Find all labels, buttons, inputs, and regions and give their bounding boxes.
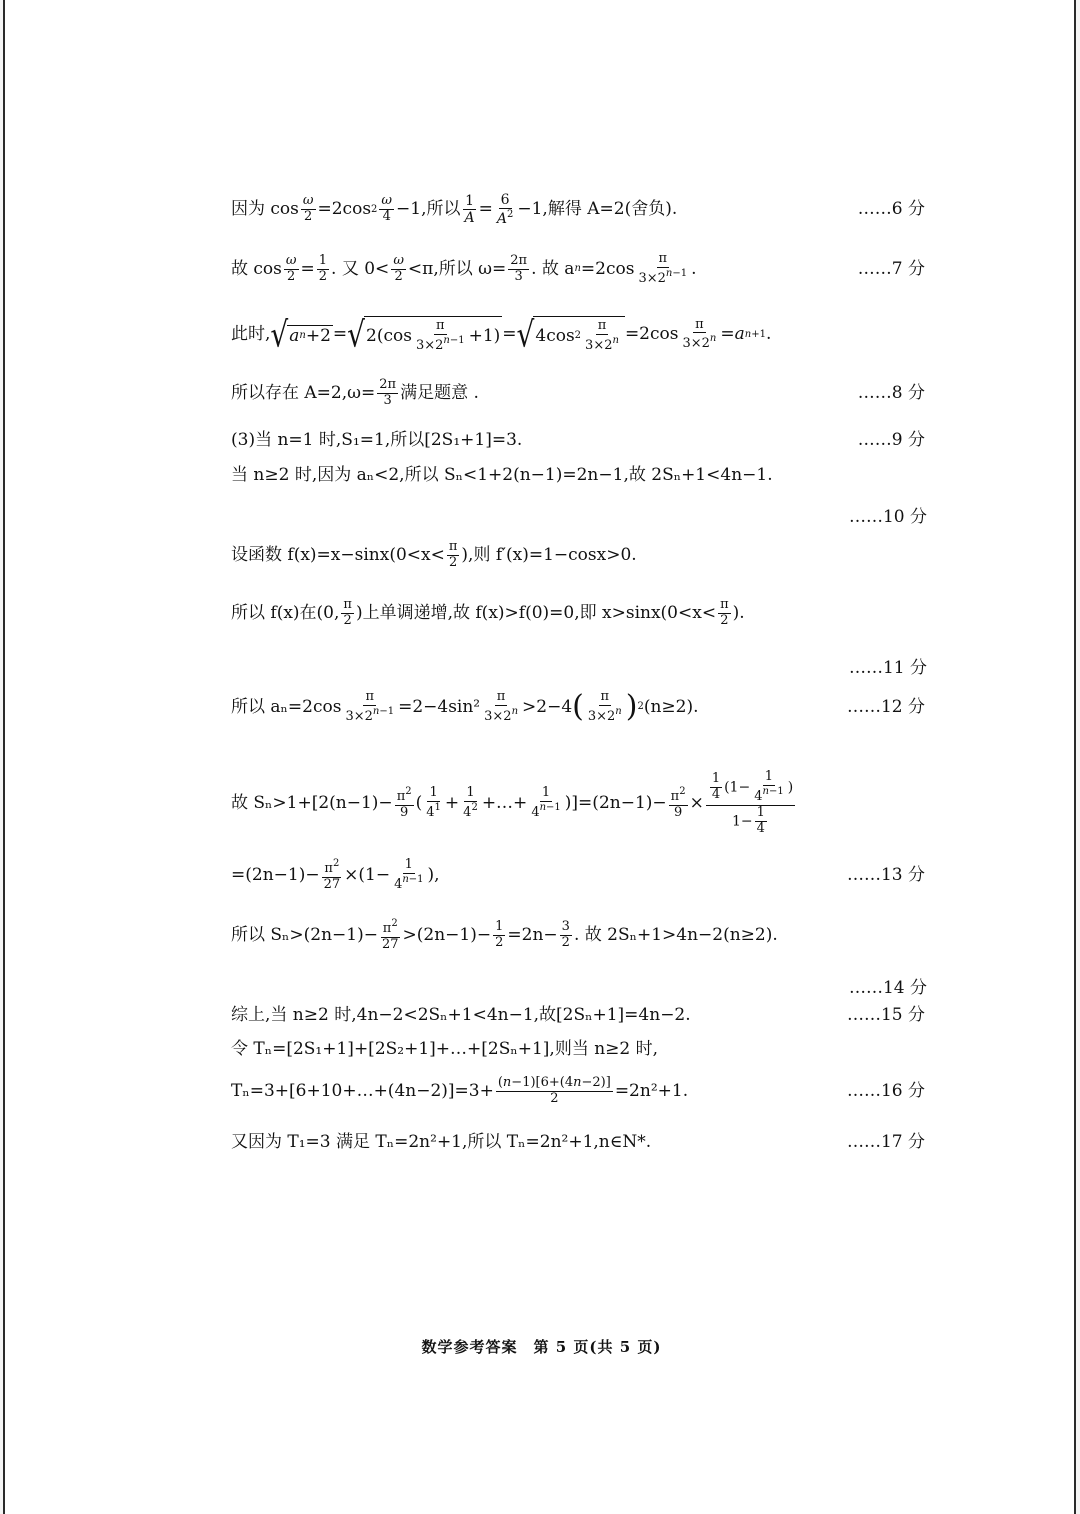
page-footer: 数学参考答案 第 5 页(共 5 页) <box>421 1338 662 1356</box>
line-11 <box>231 858 927 893</box>
fraction: $\frac{1}{4^2}$ <box>463 784 478 820</box>
score-label: ……9 分 <box>857 430 925 450</box>
line-8 <box>231 598 927 629</box>
fraction: $\frac{1}{4^{n-1}}$ <box>394 857 424 892</box>
text: =2n²+1. <box>614 1080 689 1101</box>
text: ),则 f′(x)=1−cosx>0. <box>461 544 637 565</box>
fraction: $\frac{2\pi}{3}$ <box>510 253 528 284</box>
text: 所以 f(x)在(0, <box>231 602 340 623</box>
text: (n≥2). <box>643 696 699 717</box>
fraction: $\frac{\pi}{3\times 2^{n-1}}$ <box>638 251 688 286</box>
fraction: $\frac{\omega}{2}$ <box>285 253 297 284</box>
text: =2n− <box>507 924 558 945</box>
line-3: 此时, √ a n +2 = √ 2(cos $\frac{\pi}{3\times 2^{n-1}}$ +1) = √ 4cos 2 $\frac{\pi}{3\times 2^n}$ =2cos $\frac{\pi}{3\times 2^n}$ = a n+1 . <box>231 313 772 355</box>
score-label: ……6 分 <box>857 199 925 220</box>
score-label: ……7 分 <box>857 258 925 279</box>
fraction: $\frac{\pi}{3\times 2^n}$ <box>682 316 717 352</box>
text: 所以 Sₙ>(2n−1)− <box>231 924 378 945</box>
text: −1,解得 A=2(舍负). <box>517 199 678 220</box>
fraction: $\frac{\pi}{2}$ <box>720 597 729 628</box>
text: 所以存在 A=2,ω= <box>231 382 376 403</box>
text: 满足题意 . <box>400 382 479 403</box>
line-4 <box>231 378 927 409</box>
line-14 <box>231 1041 927 1058</box>
text: =2cos <box>580 258 635 279</box>
text: ×(1− <box>344 864 391 885</box>
fraction: $\frac{\pi}{3\times 2^n}$ <box>484 689 519 724</box>
line-2: 故 cos $\frac{\omega}{2}$ = $\frac{1}{2}$ . 又 0< $\frac{\omega}{2}$ <π,所以 ω= $\frac{2\pi}{3}$ . 故 a n =2cos $\frac{\pi}{3\times 2^{n-1}}$ . ……7 分 <box>231 251 925 286</box>
text: 故 Sₙ>1+[2(n−1)− <box>231 792 393 813</box>
text: )上单调递增,故 f(x)>f(0)=0,即 x>sinx(0<x< <box>355 602 717 623</box>
score-label: ……12 分 <box>846 696 925 717</box>
text: ). <box>732 602 745 623</box>
fraction: $\frac{1}{2}$ <box>318 253 328 284</box>
fraction: $\frac{\omega}{2}$ <box>393 253 404 284</box>
text: 因为 cos <box>231 199 299 220</box>
text: . 又 0< <box>331 258 390 279</box>
fraction: $\frac{\pi^2}{9}$ <box>670 785 686 820</box>
line-13 <box>231 1007 927 1024</box>
fraction: $\frac{1}{A}$ <box>464 193 475 227</box>
text: <π,所以 ω= <box>407 258 507 279</box>
text: =2−4sin² <box>398 696 481 717</box>
fraction: $\frac{1}{4^1}$ <box>426 784 441 820</box>
score-label: ……13 分 <box>846 864 925 885</box>
text: (3)当 n=1 时,S₁=1,所以[2S₁+1]=3. <box>231 430 523 450</box>
line-7 <box>231 540 927 571</box>
line-5 <box>231 432 927 449</box>
fraction: $\frac{\pi}{3\times 2^{n-1}}$ <box>345 689 395 724</box>
text: >(2n−1)− <box>402 924 492 945</box>
text: 综上,当 n≥2 时,4n−2<2Sₙ+1<4n−1,故[2Sₙ+1]=4n−2. <box>231 1005 691 1025</box>
text: =2cos <box>624 324 679 345</box>
score-label: ……8 分 <box>857 382 925 403</box>
text: =(2n−1)− <box>231 864 320 885</box>
line-10: 故 Sₙ>1+[2(n−1)− $\frac{\pi^2}{9}$ ( $\frac{1}{4^1}$ + $\frac{1}{4^2}$ +…+ $\frac{1}{4^{n-1}}$ )]=(2n−1)− $\frac{\pi^2}{9}$ × $\frac{1}{4}$ (1− $\frac{1}{4^{n-1}}$ ) 1− $\frac{1}{4}$ <box>231 769 794 836</box>
text: ), <box>427 864 440 885</box>
fraction: $\frac{(n-1)[6+(4n-2)]}{2}$ <box>497 1075 611 1106</box>
fraction: $\frac{6}{A^2}$ <box>496 192 514 228</box>
fraction: $\frac{1}{4^{n-1}}$ <box>531 784 561 820</box>
text: 令 Tₙ=[2S₁+1]+[2S₂+1]+…+[2Sₙ+1],则当 n≥2 时, <box>231 1039 659 1059</box>
fraction: $\frac{\pi^2}{27}$ <box>381 918 399 952</box>
fraction: $\frac{1}{2}$ <box>495 919 504 950</box>
sqrt: √ a n +2 <box>270 313 331 355</box>
text: Tₙ=3+[6+10+…+(4n−2)]=3+ <box>231 1080 494 1101</box>
line-6 <box>231 467 927 484</box>
line-12 <box>231 918 927 953</box>
fraction: $\frac{\pi}{2}$ <box>448 539 458 570</box>
fraction: $\frac{\pi}{3\times 2^n}$ <box>587 689 622 724</box>
text: −1,所以 <box>396 199 461 220</box>
score-label: ……10 分 <box>848 507 927 527</box>
text: 所以 aₙ=2cos <box>231 696 342 717</box>
text: >2−4 <box>522 696 573 717</box>
sqrt: √ 2(cos $\frac{\pi}{3\times 2^{n-1}}$ +1) <box>347 313 501 355</box>
line-16 <box>231 1134 927 1151</box>
score-label: ……16 分 <box>846 1080 925 1101</box>
text: )]=(2n−1)− <box>564 792 667 813</box>
score-label: ……11 分 <box>848 658 927 678</box>
fraction: $\frac{\omega}{2}$ <box>302 193 314 225</box>
score-label: ……14 分 <box>848 978 927 998</box>
score-label: ……17 分 <box>846 1132 925 1152</box>
text: . 故 2Sₙ+1>4n−2(n≥2). <box>573 924 778 945</box>
line-15 <box>231 1076 927 1107</box>
fraction: $\frac{\pi^2}{27}$ <box>323 858 341 892</box>
fraction: $\frac{1}{4}$ (1− $\frac{1}{4^{n-1}}$ ) 1− $\frac{1}{4}$ <box>706 770 795 837</box>
text: =2cos <box>317 199 372 220</box>
text: 当 n≥2 时,因为 aₙ<2,所以 Sₙ<1+2(n−1)=2n−1,故 2Sₙ+1<4n−1. <box>231 465 773 485</box>
text: 设函数 f(x)=x−sinx(0<x< <box>231 544 445 565</box>
text: 故 cos <box>231 258 282 279</box>
text: . 故 a <box>531 258 575 279</box>
fraction: $\frac{\pi^2}{9}$ <box>396 785 412 820</box>
fraction: $\frac{2\pi}{3}$ <box>379 377 397 408</box>
line-1: 因为 cos $\frac{\omega}{2}$ =2cos 2 $\frac{\omega}{4}$ −1,所以 $\frac{1}{A}$ = $\frac{6}{A^2}$ −1,解得 A=2(舍负). ……6 分 <box>231 192 925 228</box>
text: 又因为 T₁=3 满足 Tₙ=2n²+1,所以 Tₙ=2n²+1,n∈N*. <box>231 1132 652 1152</box>
fraction: $\frac{\pi}{2}$ <box>343 597 352 628</box>
fraction: $\frac{\omega}{4}$ <box>381 193 393 225</box>
fraction: $\frac{3}{2}$ <box>561 919 570 950</box>
score-label: ……15 分 <box>846 1005 925 1025</box>
sqrt: √ 4cos 2 $\frac{\pi}{3\times 2^n}$ <box>517 316 625 354</box>
document-page <box>3 0 1076 1514</box>
line-9: 所以 aₙ=2cos $\frac{\pi}{3\times 2^{n-1}}$ =2−4sin² $\frac{\pi}{3\times 2^n}$ >2−4 ( $\frac{\pi}{3\times 2^n}$ ) 2 (n≥2). ……12 分 <box>231 689 925 725</box>
text: 此时, <box>231 324 271 345</box>
